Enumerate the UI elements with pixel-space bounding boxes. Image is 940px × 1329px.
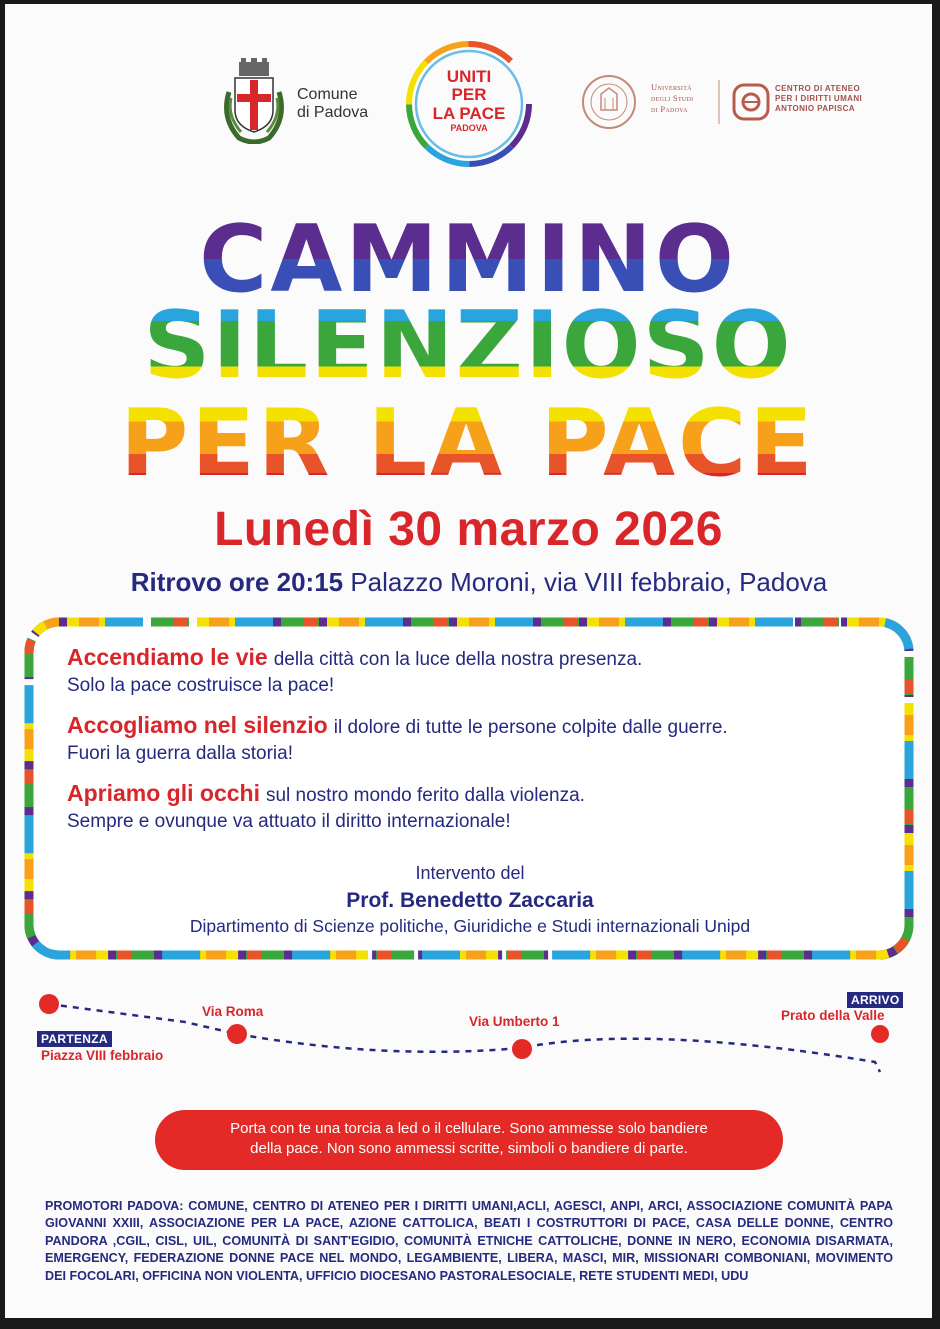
uniti-line: PADOVA: [450, 123, 488, 133]
message-text: il dolore di tutte le persone colpite dalle guerre.: [333, 717, 728, 738]
message-subtext: Sempre e ovunque va attuato il diritto internazionale!: [67, 811, 511, 832]
centro-diritti-icon: [731, 82, 771, 122]
title-silenzioso: SILENZIOSO: [143, 291, 793, 399]
uniti-line: LA PACE: [432, 104, 506, 123]
meeting-time: Ritrovo ore 20:15: [130, 567, 344, 597]
via-roma-point-icon: [227, 1024, 247, 1044]
event-date: Lunedì 30 marzo 2026: [214, 503, 723, 556]
university-logos: [579, 70, 879, 134]
stop-via-roma: Via Roma: [202, 1004, 264, 1019]
start-point-icon: [39, 994, 59, 1014]
start-tag: PARTENZA: [37, 1031, 112, 1047]
promoters-names: COMUNE, CENTRO DI ATENEO PER I DIRITTI UMANI,ACLI, AGESCI, ANPI, ARCI, ASSOCIAZIONE COMUNITÀ PAPA GIOVANNI XXIII, ASSOCIAZIONE PER LA PACE, AZIONE CATTOLICA, BEATI I COSTRUTTORI DI PACE, CASA DELLE DONNE, CENTRO PANDORA ,CGIL, CISL, UIL, COMUNITÀ DI SANT'EGIDIO, COMUNITÀ ETNICHE CATTOLICHE, DONNE IN NERO, ECONOMIA DISARMATA, EMERGENCY, FEDERAZIONE DONNE PACE NEL MONDO, LEGAMBIENTE, LIBERA, MASCI, MIR, MISSIONARI COMBONIANI, MOVIMENTO DEI FOCOLARI, OFFICINA NON VIOLENTA, UFFICIO DIOCESANO PASTORALESOCIALE, RETE STUDENTI MEDI, UDU: [45, 1199, 894, 1283]
comune-name: [297, 86, 368, 122]
message-text: della città con la luce della nostra presenza.: [273, 649, 643, 670]
notice-line: Porta con te una torcia a led o il cellulare. Sono ammesse solo bandiere: [230, 1120, 708, 1137]
comune-line: di Padova: [297, 104, 369, 121]
route-map: [5, 980, 932, 1090]
meeting-info: [39, 567, 919, 598]
title-cammino: CAMMINO: [199, 205, 737, 312]
comune-logo: [219, 58, 369, 144]
centro-line: PER I DIRITTI UMANI: [775, 94, 863, 103]
university-line: Università: [651, 82, 692, 92]
comune-line: Comune: [297, 86, 358, 103]
message-subtext: Fuori la guerra dalla storia!: [67, 743, 293, 764]
university-name: [651, 82, 693, 115]
title-line-3: [5, 381, 932, 491]
university-seal-icon: [579, 70, 639, 134]
uniti-line: UNITI: [446, 67, 492, 86]
centro-line: ANTONIO PAPISCA: [775, 104, 855, 113]
message-highlight: Apriamo gli occhi: [67, 780, 260, 806]
meeting-place: Palazzo Moroni, via VIII febbraio, Padova: [350, 567, 828, 597]
end-point-icon: [871, 1025, 889, 1043]
university-line: di Padova: [651, 104, 688, 114]
logo-divider: [717, 80, 721, 124]
uniti-per-la-pace-logo: [403, 38, 535, 170]
centro-name: [775, 84, 862, 114]
via-umberto-point-icon: [512, 1039, 532, 1059]
speaker-name: Prof. Benedetto Zaccaria: [346, 889, 594, 912]
end-place: Prato della Valle: [781, 1008, 885, 1023]
message-highlight: Accogliamo nel silenzio: [67, 712, 328, 738]
uniti-line: PER: [451, 85, 487, 104]
end-tag: ARRIVO: [847, 992, 903, 1008]
stop-via-umberto: Via Umberto 1: [469, 1014, 560, 1029]
notice-banner: [155, 1110, 783, 1170]
notice-line: della pace. Non sono ammessi scritte, simboli o bandiere di parte.: [250, 1140, 688, 1157]
speaker-intro: Intervento del: [415, 863, 525, 883]
message-item: [67, 712, 887, 765]
centro-line: CENTRO DI ATENEO: [775, 84, 861, 93]
promoters-label: PROMOTORI PADOVA:: [45, 1199, 184, 1213]
title-per-la-pace: PER LA PACE: [120, 389, 816, 491]
poster: [5, 4, 932, 1318]
message-item: [67, 780, 887, 833]
promoters-list: [45, 1198, 893, 1285]
message-highlight: Accendiamo le vie: [67, 644, 268, 670]
university-line: degli Studi: [651, 93, 694, 103]
messages: [67, 644, 887, 848]
message-subtext: Solo la pace costruisce la pace!: [67, 675, 335, 696]
message-text: sul nostro mondo ferito dalla violenza.: [265, 785, 585, 806]
speaker-department: Dipartimento di Scienze politiche, Giuridiche e Studi internazionali Unipd: [189, 916, 751, 936]
message-item: [67, 644, 887, 697]
start-place: Piazza VIII febbraio: [41, 1048, 164, 1063]
route-path: [5, 980, 932, 1090]
comune-crest-icon: [219, 58, 289, 144]
